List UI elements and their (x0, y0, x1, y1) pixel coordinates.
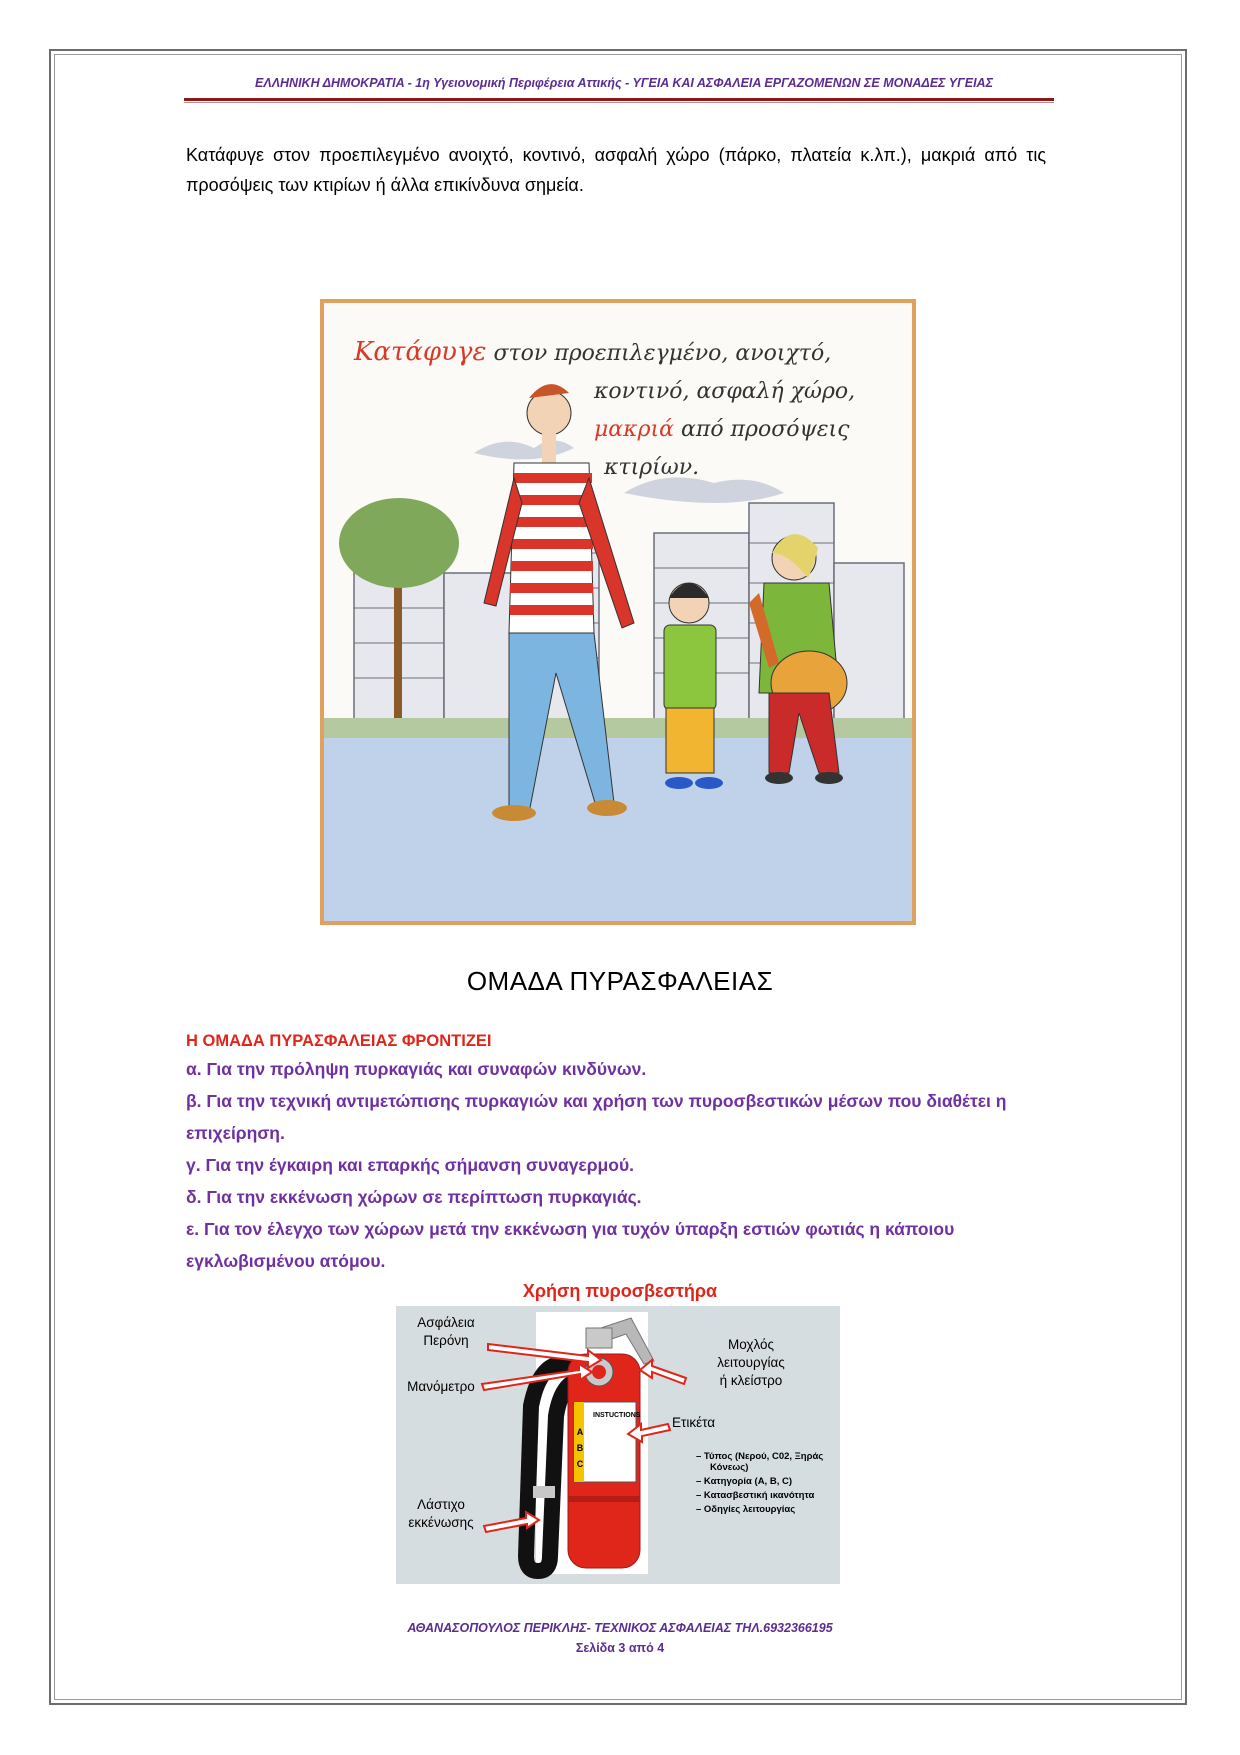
cartoon-line-3 (354, 411, 874, 449)
fire-team-item-b: β. Για την τεχνική αντιμετώπισης πυρκαγιών και χρήση των πυροσβεστικών μέσων που διαθέτει η επιχείρηση. (186, 1091, 1007, 1143)
gauge-label: Μανόμετρο (407, 1379, 475, 1394)
valve-head (586, 1328, 612, 1348)
label-label: Ετικέτα (672, 1415, 716, 1430)
fire-team-list (186, 1029, 1046, 1277)
fire-team-item-e: ε. Για τον έλεγχο των χώρων μετά την εκκένωση για τυχόν ύπαρξη εστιών φωτιάς η κάποιου εγκλωβισμένου ατόμου. (186, 1219, 955, 1271)
tree-trunk (394, 573, 402, 723)
cartoon-line-2: κοντινό, ασφαλή χώρο, (594, 379, 856, 404)
extinguisher-diagram (396, 1306, 840, 1584)
label-note-type: – Τύπος (Νερού, C02, Ξηράς Κόνεως) (696, 1451, 824, 1473)
fire-team-item-d: δ. Για την εκκένωση χώρων σε περίπτωση πυρκαγιάς. (186, 1187, 642, 1207)
cartoon-line-1-text: στον προεπιλεγμένο, ανοιχτό, (493, 341, 832, 366)
fire-team-item-c: γ. Για την έγκαιρη και επαρκής σήμανση συναγερμού. (186, 1155, 635, 1175)
hose-clip (533, 1486, 555, 1498)
label-notes (696, 1451, 846, 1518)
lever-label-line-2: λειτουργίας (717, 1355, 785, 1370)
lever-label-line-3: ή κλείστρο (719, 1373, 783, 1388)
fire-team-item-a: α. Για την πρόληψη πυρκαγιάς και συναφών κινδύνων. (186, 1059, 647, 1079)
cylinder-band (568, 1496, 640, 1502)
cartoon-line-1 (354, 333, 874, 373)
abc-a: A (576, 1427, 584, 1437)
footer-author: ΑΘΑΝΑΣΟΠΟΥΛΟΣ ΠΕΡΙΚΛΗΣ- ΤΕΧΝΙΚΟΣ ΑΣΦΑΛΕΙΑΣ ΤΗΛ.6932366195 (407, 1621, 833, 1635)
page-number: Σελίδα 3 από 4 (575, 1641, 665, 1655)
cartoon-red-word-2: μακριά (594, 417, 674, 442)
cartoon-red-word-1: Κατάφυγε (354, 337, 487, 367)
hose-label-line-2: εκκένωσης (408, 1515, 474, 1530)
evacuation-cartoon (320, 299, 916, 925)
label-note-category: – Κατηγορία (A, B, C) (696, 1476, 792, 1487)
abc-b: B (576, 1443, 584, 1453)
section-title: ΟΜΑΔΑ ΠΥΡΑΣΦΑΛΕΙΑΣ (466, 966, 774, 996)
lever-label-line-1: Μοχλός (727, 1337, 775, 1352)
extinguisher-title: Χρήση πυροσβεστήρα (522, 1281, 718, 1301)
pin-label (406, 1314, 486, 1350)
gauge-dial (592, 1365, 606, 1379)
header-rule (184, 98, 1054, 101)
page-header: ΕΛΛΗΝΙΚΗ ΔΗΜΟΚΡΑΤΙΑ - 1η Υγειονομική Περιφέρεια Αττικής - ΥΓΕΙΑ ΚΑΙ ΑΣΦΑΛΕΙΑ ΕΡΓΑΖΟΜΕΝΩΝ ΣΕ ΜΟΝΑΔΕΣ ΥΓΕΙΑΣ (255, 76, 993, 90)
label-note-capacity: – Κατασβεστική ικανότητα (696, 1490, 815, 1501)
tree-foliage (339, 498, 459, 588)
intro-paragraph: Κατάφυγε στον προεπιλεγμένο ανοιχτό, κοντινό, ασφαλή χώρο (πάρκο, πλατεία κ.λπ.), μακριά από τις προσόψεις των κτιρίων ή άλλα επικίνδυνα σημεία. (186, 145, 1046, 195)
cartoon-line-3-text: από προσόψεις (681, 417, 850, 442)
pin-label-line-2: Περόνη (423, 1333, 469, 1348)
pin-label-line-1: Ασφάλεια (417, 1315, 475, 1330)
cartoon-line-4: κτιρίων. (604, 455, 700, 480)
hose-label-line-1: Λάστιχο (417, 1497, 465, 1512)
instructions-text: INSTUCTIONS (593, 1412, 641, 1419)
label-note-instructions: – Οδηγίες λειτουργίας (696, 1504, 796, 1515)
hose-label (401, 1496, 481, 1532)
fire-team-lead: Η ΟΜΑΔΑ ΠΥΡΑΣΦΑΛΕΙΑΣ ΦΡΟΝΤΙΖΕΙ (186, 1032, 492, 1050)
header-rule-thin (184, 102, 1054, 103)
abc-letters (576, 1424, 584, 1472)
abc-c: C (576, 1459, 584, 1469)
lever-label (686, 1336, 816, 1390)
cartoon-caption (354, 333, 874, 487)
